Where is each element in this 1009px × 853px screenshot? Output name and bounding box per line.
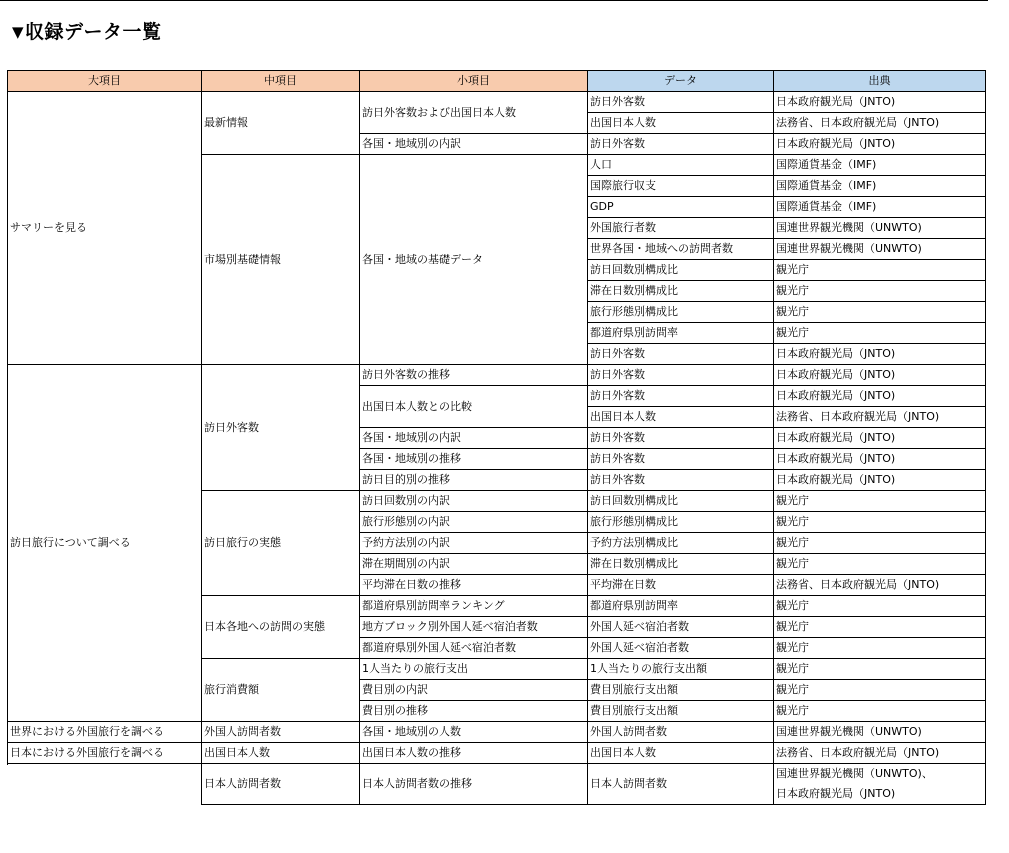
table-cell: 訪日外客数 bbox=[588, 344, 774, 365]
table-cell: 日本政府観光局（JNTO) bbox=[774, 428, 986, 449]
table-cell: 都道府県別訪問率ランキング bbox=[360, 596, 588, 617]
table-cell: 最新情報 bbox=[202, 92, 360, 155]
table-cell: 費目別の推移 bbox=[360, 701, 588, 722]
table-cell: 各国・地域別の推移 bbox=[360, 449, 588, 470]
table-cell: 各国・地域別の人数 bbox=[360, 722, 588, 743]
table-cell: 日本政府観光局（JNTO) bbox=[774, 134, 986, 155]
header-source: 出典 bbox=[774, 71, 986, 92]
table-body bbox=[8, 92, 986, 805]
table-cell: 訪日外客数および出国日本人数 bbox=[360, 92, 588, 134]
table-cell: 平均滞在日数 bbox=[588, 575, 774, 596]
table-cell: 観光庁 bbox=[774, 302, 986, 323]
table-cell: 1人当たりの旅行支出 bbox=[360, 659, 588, 680]
table-cell: 訪日外客数 bbox=[588, 134, 774, 155]
table-cell: 予約方法別の内訳 bbox=[360, 533, 588, 554]
table-cell: 各国・地域別の内訳 bbox=[360, 134, 588, 155]
table-cell: 旅行形態別の内訳 bbox=[360, 512, 588, 533]
table-cell: 国際旅行収支 bbox=[588, 176, 774, 197]
table-cell: 日本人訪問者数 bbox=[588, 764, 774, 805]
triangle-down-icon: ▼ bbox=[12, 23, 25, 41]
table-cell: 滞在日数別構成比 bbox=[588, 554, 774, 575]
table-cell: 訪日回数別の内訳 bbox=[360, 491, 588, 512]
table-cell: 都道府県別訪問率 bbox=[588, 323, 774, 344]
table-cell: 都道府県別外国人延べ宿泊者数 bbox=[360, 638, 588, 659]
table-cell: 観光庁 bbox=[774, 554, 986, 575]
table-cell: 都道府県別訪問率 bbox=[588, 596, 774, 617]
table-cell bbox=[774, 764, 986, 805]
table-cell: 観光庁 bbox=[774, 323, 986, 344]
table-cell: 日本政府観光局（JNTO) bbox=[774, 344, 986, 365]
table-cell: 費目別旅行支出額 bbox=[588, 680, 774, 701]
table-row bbox=[8, 722, 986, 743]
table-cell: 日本政府観光局（JNTO) bbox=[774, 470, 986, 491]
table-cell: 訪日外客数 bbox=[202, 365, 360, 491]
table-cell: 法務省、日本政府観光局（JNTO) bbox=[774, 743, 986, 764]
table-row bbox=[8, 743, 986, 764]
table-cell: 滞在日数別構成比 bbox=[588, 281, 774, 302]
table-cell: 観光庁 bbox=[774, 512, 986, 533]
data-catalog-table bbox=[7, 70, 986, 805]
table-cell: 国連世界観光機関（UNWTO) bbox=[774, 218, 986, 239]
table-cell: 外国旅行者数 bbox=[588, 218, 774, 239]
table-cell: 訪日回数別構成比 bbox=[588, 260, 774, 281]
table-cell: 滞在期間別の内訳 bbox=[360, 554, 588, 575]
table-cell: 日本人訪問者数の推移 bbox=[360, 764, 588, 805]
header-major-category: 大項目 bbox=[8, 71, 202, 92]
table-cell: 観光庁 bbox=[774, 680, 986, 701]
table-cell: 観光庁 bbox=[774, 596, 986, 617]
top-rule bbox=[0, 0, 988, 1]
table-cell: 予約方法別構成比 bbox=[588, 533, 774, 554]
table-cell: 法務省、日本政府観光局（JNTO) bbox=[774, 575, 986, 596]
table-cell: 出国日本人数 bbox=[588, 407, 774, 428]
table-cell: 出国日本人数 bbox=[202, 743, 360, 764]
table-cell: 訪日外客数 bbox=[588, 386, 774, 407]
table-cell: 訪日外客数 bbox=[588, 365, 774, 386]
table-cell: 平均滞在日数の推移 bbox=[360, 575, 588, 596]
table-cell: 外国人訪問者数 bbox=[588, 722, 774, 743]
table-cell: 国際通貨基金（IMF) bbox=[774, 155, 986, 176]
table-cell: 地方ブロック別外国人延べ宿泊者数 bbox=[360, 617, 588, 638]
table-cell: 観光庁 bbox=[774, 617, 986, 638]
table-cell: 日本における外国旅行を調べる bbox=[8, 743, 202, 764]
table-cell: 法務省、日本政府観光局（JNTO) bbox=[774, 113, 986, 134]
source-line: 日本政府観光局（JNTO) bbox=[776, 787, 896, 800]
table-cell: 観光庁 bbox=[774, 260, 986, 281]
table-cell: 訪日外客数の推移 bbox=[360, 365, 588, 386]
table-cell: 世界における外国旅行を調べる bbox=[8, 722, 202, 743]
table-cell: 日本政府観光局（JNTO) bbox=[774, 449, 986, 470]
table-cell: 外国人延べ宿泊者数 bbox=[588, 617, 774, 638]
table-cell: 旅行形態別構成比 bbox=[588, 302, 774, 323]
page-title-text: 収録データ一覧 bbox=[25, 21, 162, 43]
table-cell: 1人当たりの旅行支出額 bbox=[588, 659, 774, 680]
page-title bbox=[12, 17, 162, 44]
table-cell: 国連世界観光機関（UNWTO) bbox=[774, 239, 986, 260]
table-cell: 出国日本人数の推移 bbox=[360, 743, 588, 764]
table-cell: 観光庁 bbox=[774, 659, 986, 680]
table-cell: 日本政府観光局（JNTO) bbox=[774, 92, 986, 113]
table-row bbox=[8, 92, 986, 113]
table-cell: 旅行消費額 bbox=[202, 659, 360, 722]
table-cell: 訪日目的別の推移 bbox=[360, 470, 588, 491]
table-cell: 国際通貨基金（IMF) bbox=[774, 197, 986, 218]
table-cell: 日本人訪問者数 bbox=[202, 764, 360, 805]
table-cell: 観光庁 bbox=[774, 701, 986, 722]
table-cell: 訪日外客数 bbox=[588, 428, 774, 449]
table-cell: 観光庁 bbox=[774, 638, 986, 659]
table-header-row bbox=[8, 71, 986, 92]
header-data: データ bbox=[588, 71, 774, 92]
table-cell: 訪日旅行について調べる bbox=[8, 365, 202, 722]
table-cell: 観光庁 bbox=[774, 491, 986, 512]
table-cell: 法務省、日本政府観光局（JNTO) bbox=[774, 407, 986, 428]
table-cell: 訪日外客数 bbox=[588, 470, 774, 491]
table-cell: 日本政府観光局（JNTO) bbox=[774, 386, 986, 407]
table-cell: 出国日本人数との比較 bbox=[360, 386, 588, 428]
source-line: 国連世界観光機関（UNWTO)、 bbox=[776, 767, 933, 780]
header-minor-category: 小項目 bbox=[360, 71, 588, 92]
table-cell: 市場別基礎情報 bbox=[202, 155, 360, 365]
table-cell: 各国・地域の基礎データ bbox=[360, 155, 588, 365]
table-cell: 世界各国・地域への訪問者数 bbox=[588, 239, 774, 260]
table-cell: 日本政府観光局（JNTO) bbox=[774, 365, 986, 386]
table-row bbox=[8, 365, 986, 386]
table-cell: 出国日本人数 bbox=[588, 743, 774, 764]
table-cell: 国際通貨基金（IMF) bbox=[774, 176, 986, 197]
table-cell: 人口 bbox=[588, 155, 774, 176]
table-cell: 外国人訪問者数 bbox=[202, 722, 360, 743]
table-cell: 外国人延べ宿泊者数 bbox=[588, 638, 774, 659]
table-cell: 観光庁 bbox=[774, 533, 986, 554]
table-cell: 観光庁 bbox=[774, 281, 986, 302]
table-cell: 日本各地への訪問の実態 bbox=[202, 596, 360, 659]
table-cell: 訪日外客数 bbox=[588, 449, 774, 470]
table-cell: 国連世界観光機関（UNWTO) bbox=[774, 722, 986, 743]
table-cell: 費目別旅行支出額 bbox=[588, 701, 774, 722]
table-cell: 旅行形態別構成比 bbox=[588, 512, 774, 533]
table-cell: GDP bbox=[588, 197, 774, 218]
table-cell: 出国日本人数 bbox=[588, 113, 774, 134]
table-cell: 各国・地域別の内訳 bbox=[360, 428, 588, 449]
table-cell: サマリーを見る bbox=[8, 92, 202, 365]
table-cell: 訪日回数別構成比 bbox=[588, 491, 774, 512]
table-cell: 費目別の内訳 bbox=[360, 680, 588, 701]
table-cell: 訪日旅行の実態 bbox=[202, 491, 360, 596]
table-cell: 訪日外客数 bbox=[588, 92, 774, 113]
header-middle-category: 中項目 bbox=[202, 71, 360, 92]
